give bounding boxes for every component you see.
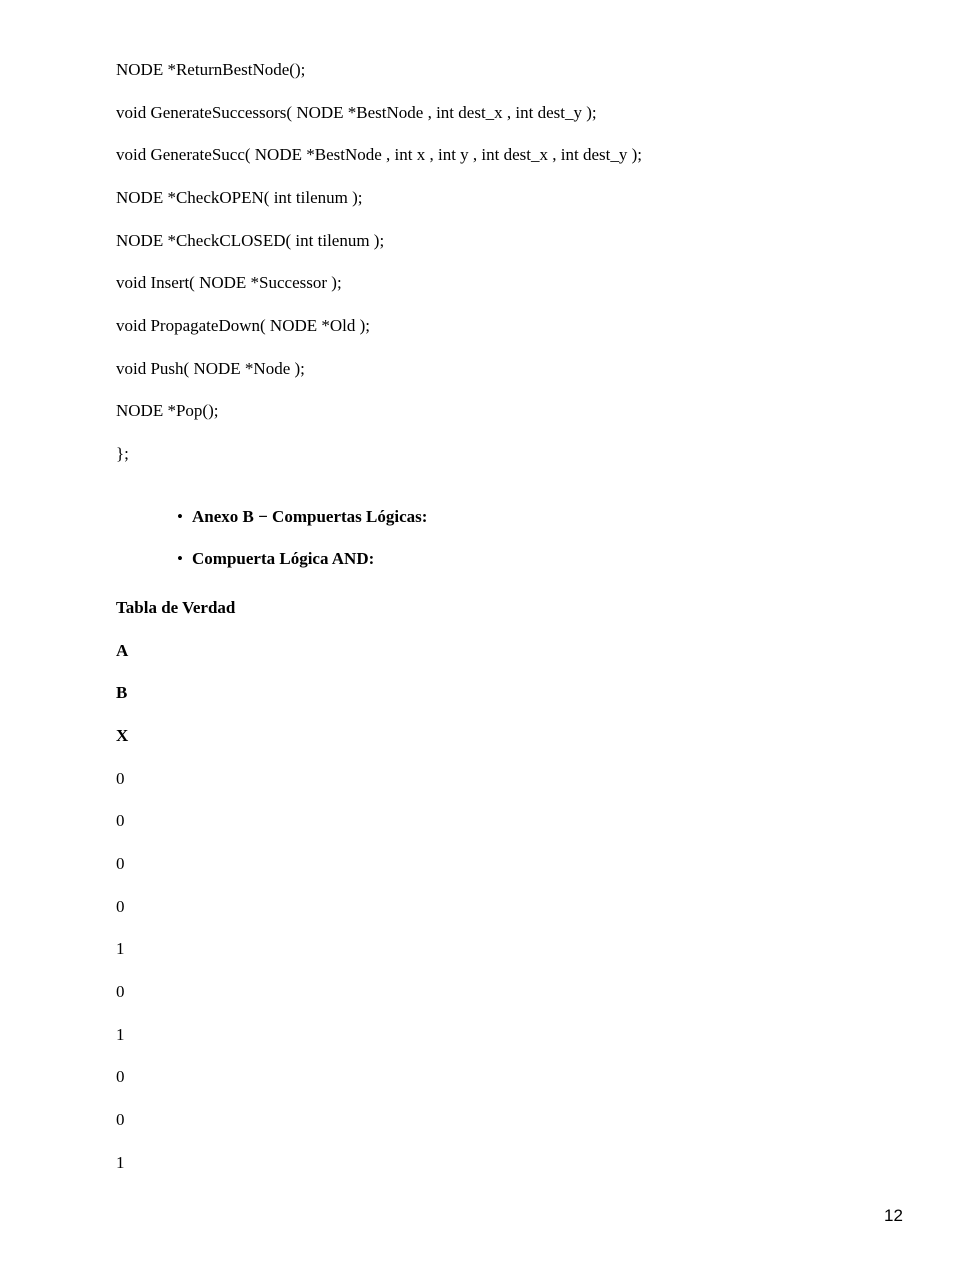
code-line: void Push( NODE *Node ); bbox=[116, 359, 305, 378]
bullet-marker: • bbox=[177, 549, 183, 568]
bullet-text: Anexo B − Compuertas Lógicas: bbox=[192, 507, 428, 526]
truth-table-cell: 1 bbox=[116, 1153, 125, 1172]
code-line: void Insert( NODE *Successor ); bbox=[116, 273, 342, 292]
page-number: 12 bbox=[884, 1206, 903, 1225]
truth-table-cell: 1 bbox=[116, 939, 125, 958]
truth-table-cell: 0 bbox=[116, 1110, 125, 1129]
truth-table-cell: 0 bbox=[116, 769, 125, 788]
code-line: void GenerateSucc( NODE *BestNode , int x , int y , int dest_x , int dest_y ); bbox=[116, 145, 642, 164]
truth-table-cell: 0 bbox=[116, 811, 125, 830]
code-line: NODE *Pop(); bbox=[116, 401, 219, 420]
bullet-marker: • bbox=[177, 507, 183, 526]
truth-table-cell: 1 bbox=[116, 1025, 125, 1044]
truth-table-cell: 0 bbox=[116, 854, 125, 873]
truth-table-cell: 0 bbox=[116, 982, 125, 1001]
code-line: NODE *CheckCLOSED( int tilenum ); bbox=[116, 231, 385, 250]
bullet-item-and-gate bbox=[160, 529, 374, 589]
code-line: }; bbox=[116, 444, 129, 463]
code-line: NODE *ReturnBestNode(); bbox=[116, 60, 306, 79]
truth-table-title: Tabla de Verdad bbox=[116, 598, 236, 617]
code-line: void GenerateSuccessors( NODE *BestNode , int dest_x , int dest_y ); bbox=[116, 103, 597, 122]
truth-table-cell: 0 bbox=[116, 897, 125, 916]
code-line: NODE *CheckOPEN( int tilenum ); bbox=[116, 188, 363, 207]
truth-table-header: A bbox=[116, 641, 129, 660]
bullet-text: Compuerta Lógica AND: bbox=[192, 549, 375, 568]
code-line: void PropagateDown( NODE *Old ); bbox=[116, 316, 371, 335]
truth-table-header: B bbox=[116, 683, 128, 702]
truth-table-header: X bbox=[116, 726, 129, 745]
truth-table-cell: 0 bbox=[116, 1067, 125, 1086]
